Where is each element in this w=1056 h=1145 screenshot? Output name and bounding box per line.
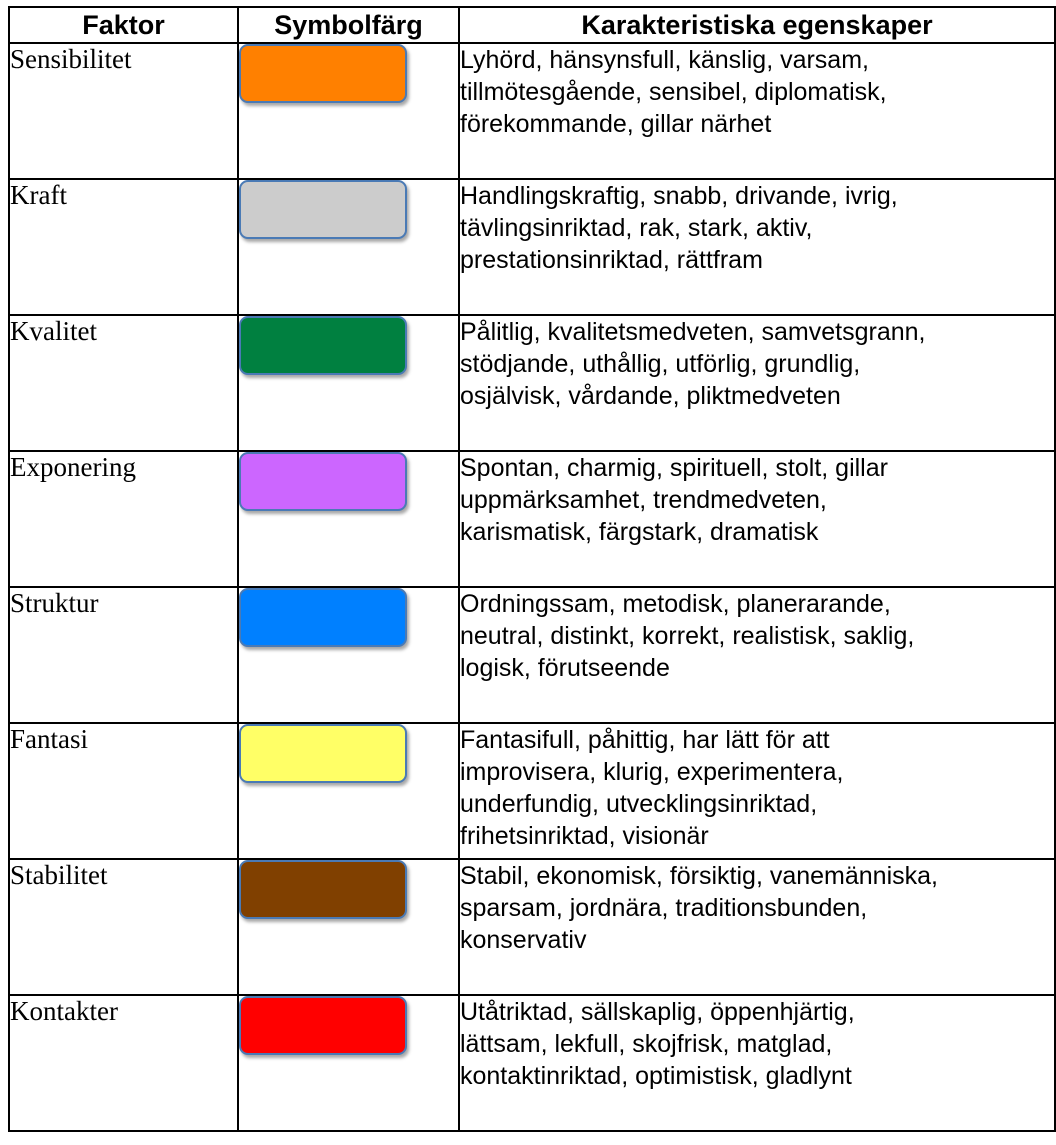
factor-name: Sensibilitet — [9, 43, 238, 179]
color-swatch — [239, 180, 407, 239]
header-row — [9, 7, 1055, 43]
color-swatch — [239, 44, 407, 103]
header-traits: Karakteristiska egenskaper — [459, 7, 1055, 43]
factor-name: Kontakter — [9, 995, 238, 1131]
factor-name: Exponering — [9, 451, 238, 587]
table-row — [9, 451, 1055, 587]
color-swatch — [239, 452, 407, 511]
factor-traits: Ordningssam, metodisk, planerarande, neutral, distinkt, korrekt, realistisk, saklig, logisk, förutseende — [459, 587, 1055, 723]
table-row — [9, 587, 1055, 723]
color-swatch — [239, 860, 407, 919]
header-factor: Faktor — [9, 7, 238, 43]
factor-name: Fantasi — [9, 723, 238, 859]
factor-name: Stabilitet — [9, 859, 238, 995]
factor-table — [8, 6, 1056, 1132]
color-swatch — [239, 316, 407, 375]
table-row — [9, 995, 1055, 1131]
factor-traits: Handlingskraftig, snabb, drivande, ivrig, tävlingsinriktad, rak, stark, aktiv, prestationsinriktad, rättfram — [459, 179, 1055, 315]
factor-traits: Spontan, charmig, spirituell, stolt, gillar uppmärksamhet, trendmedveten, karismatisk, färgstark, dramatisk — [459, 451, 1055, 587]
color-swatch — [239, 724, 407, 783]
header-symbol-color: Symbolfärg — [238, 7, 459, 43]
color-swatch — [239, 588, 407, 647]
factor-traits: Fantasifull, påhittig, har lätt för att improvisera, klurig, experimentera, underfundig, utvecklingsinriktad, frihetsinriktad, visionär — [459, 723, 1055, 859]
factor-traits: Pålitlig, kvalitetsmedveten, samvetsgrann, stödjande, uthållig, utförlig, grundlig, osjälvisk, vårdande, pliktmedveten — [459, 315, 1055, 451]
table-row — [9, 315, 1055, 451]
table-row — [9, 723, 1055, 859]
table-row — [9, 43, 1055, 179]
factor-name: Kvalitet — [9, 315, 238, 451]
factor-name: Struktur — [9, 587, 238, 723]
factor-name: Kraft — [9, 179, 238, 315]
table-row — [9, 859, 1055, 995]
factor-traits: Stabil, ekonomisk, försiktig, vanemänniska, sparsam, jordnära, traditionsbunden, konservativ — [459, 859, 1055, 995]
factor-traits: Lyhörd, hänsynsfull, känslig, varsam, tillmötesgående, sensibel, diplomatisk, förekommande, gillar närhet — [459, 43, 1055, 179]
factor-traits: Utåtriktad, sällskaplig, öppenhjärtig, lättsam, lekfull, skojfrisk, matglad, kontaktinriktad, optimistisk, gladlynt — [459, 995, 1055, 1131]
color-swatch — [239, 996, 407, 1055]
table-row — [9, 179, 1055, 315]
